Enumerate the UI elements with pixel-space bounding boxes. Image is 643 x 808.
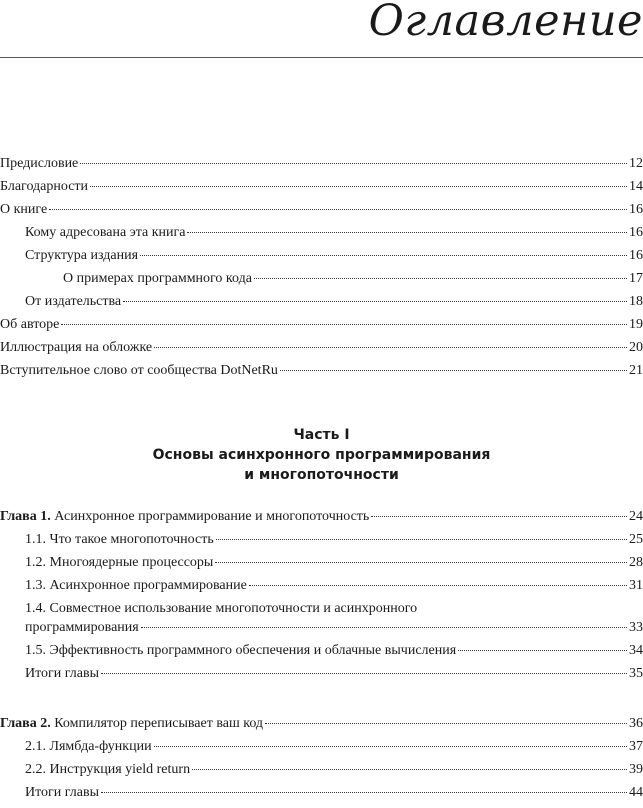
- toc-entry-title: Вступительное слово от сообщества DotNetRu: [0, 363, 278, 378]
- toc-entry-page: 35: [629, 666, 643, 681]
- dot-leader: [215, 562, 627, 563]
- toc-entry-page: 25: [629, 532, 643, 547]
- toc-chapter-2: [0, 716, 643, 808]
- toc-entry-title: 1.1. Что такое многопоточность: [25, 532, 214, 547]
- toc-entry[interactable]: [0, 202, 643, 225]
- dot-leader: [265, 723, 627, 724]
- toc-chapter-1: [0, 509, 643, 689]
- toc-entry[interactable]: [0, 532, 643, 555]
- toc-entry[interactable]: [0, 317, 643, 340]
- toc-entry-title: Благодарности: [0, 179, 89, 194]
- toc-entry-page: 24: [629, 509, 643, 524]
- page-title: Оглавление: [368, 0, 643, 46]
- toc-entry-title-line1: 1.4. Совместное использование многопоточности и асинхронного: [25, 601, 418, 616]
- toc-entry-title: От издательства: [25, 294, 122, 309]
- toc-entry[interactable]: [0, 340, 643, 363]
- dot-leader: [154, 746, 627, 747]
- toc-front-matter: [0, 156, 643, 386]
- toc-entry-title: О примерах программного кода: [63, 271, 252, 286]
- page-header: [0, 0, 643, 58]
- toc-entry-page: 28: [629, 555, 643, 570]
- dot-leader: [101, 792, 627, 793]
- toc-entry-title: Итоги главы: [25, 666, 100, 681]
- toc-entry-page: 39: [629, 762, 643, 777]
- dot-leader: [280, 370, 627, 371]
- toc-entry-title: 1.3. Асинхронное программирование: [25, 578, 247, 593]
- toc-entry-page: 14: [629, 179, 643, 194]
- dot-leader: [49, 209, 627, 210]
- toc-entry-page: 19: [629, 317, 643, 332]
- dot-leader: [123, 301, 627, 302]
- toc-entry[interactable]: [0, 739, 643, 762]
- toc-entry[interactable]: [0, 248, 643, 271]
- toc-entry[interactable]: [0, 225, 643, 248]
- dot-leader: [187, 232, 627, 233]
- toc-entry-page: 20: [629, 340, 643, 355]
- toc-entry[interactable]: [0, 643, 643, 666]
- toc-chapter-title: [0, 509, 369, 525]
- toc-entry[interactable]: [0, 363, 643, 386]
- toc-chapter-entry[interactable]: [0, 509, 643, 532]
- toc-entry-page: 16: [629, 248, 643, 263]
- toc-entry-title: Итоги главы: [25, 785, 100, 800]
- toc-entry-title: 2.2. Инструкция yield return: [25, 762, 191, 777]
- toc-chapter-entry[interactable]: [0, 716, 643, 739]
- toc-entry[interactable]: [0, 555, 643, 578]
- part-title-line1: Основы асинхронного программирования: [152, 447, 491, 463]
- toc-entry-page: 36: [629, 716, 643, 731]
- toc-entry-title: Структура издания: [25, 248, 139, 263]
- toc-entry[interactable]: [0, 762, 643, 785]
- toc-entry-title: Кому адресована эта книга: [25, 225, 186, 240]
- part-heading: [0, 425, 643, 485]
- chapter-prefix: Глава 2.: [0, 716, 51, 731]
- toc-entry[interactable]: [0, 294, 643, 317]
- dot-leader: [141, 627, 627, 628]
- toc-entry-title: Предисловие: [0, 156, 79, 171]
- toc-entry-page: 16: [629, 202, 643, 217]
- dot-leader: [371, 516, 627, 517]
- toc-entry-page: 12: [629, 156, 643, 171]
- dot-leader: [101, 673, 627, 674]
- part-title-line2: и многопоточности: [244, 467, 399, 483]
- toc-entry[interactable]: [0, 578, 643, 601]
- toc-entry[interactable]: [0, 271, 643, 294]
- toc-entry-page: 33: [629, 620, 643, 635]
- toc-entry-page: 34: [629, 643, 643, 658]
- dot-leader: [458, 650, 627, 651]
- dot-leader: [61, 324, 627, 325]
- dot-leader: [90, 186, 627, 187]
- toc-entry-page: 37: [629, 739, 643, 754]
- toc-entry-title: 1.2. Многоядерные процессоры: [25, 555, 214, 570]
- dot-leader: [140, 255, 627, 256]
- toc-entry-page: 44: [629, 785, 643, 800]
- part-label: Часть I: [293, 427, 350, 443]
- toc-entry-second-line: [25, 620, 643, 636]
- toc-entry[interactable]: [0, 179, 643, 202]
- toc-entry-page: 18: [629, 294, 643, 309]
- toc-entry-page: 21: [629, 363, 643, 378]
- dot-leader: [249, 585, 627, 586]
- toc-chapter-title: [0, 716, 263, 732]
- chapter-title-text: Компилятор переписывает ваш код: [50, 716, 264, 731]
- chapter-title-text: Асинхронное программирование и многопоточность: [50, 509, 370, 524]
- toc-entry[interactable]: [0, 785, 643, 808]
- dot-leader: [216, 539, 627, 540]
- toc-entry-title: Иллюстрация на обложке: [0, 340, 153, 355]
- toc-entry-title: Об авторе: [0, 317, 60, 332]
- toc-entry[interactable]: [0, 156, 643, 179]
- toc-entry-page: 16: [629, 225, 643, 240]
- chapter-prefix: Глава 1.: [0, 509, 51, 524]
- toc-entry[interactable]: [0, 666, 643, 689]
- toc-entry-page: 31: [629, 578, 643, 593]
- dot-leader: [192, 769, 627, 770]
- dot-leader: [254, 278, 627, 279]
- dot-leader: [154, 347, 627, 348]
- toc-entry-title-line2: программирования: [25, 620, 139, 635]
- toc-entry-multiline[interactable]: [0, 601, 643, 643]
- toc-entry-title: 2.1. Лямбда-функции: [25, 739, 152, 754]
- toc-entry-page: 17: [629, 271, 643, 286]
- toc-entry-title: О книге: [0, 202, 48, 217]
- dot-leader: [80, 163, 627, 164]
- toc-entry-title: 1.5. Эффективность программного обеспечения и облачные вычисления: [25, 643, 457, 658]
